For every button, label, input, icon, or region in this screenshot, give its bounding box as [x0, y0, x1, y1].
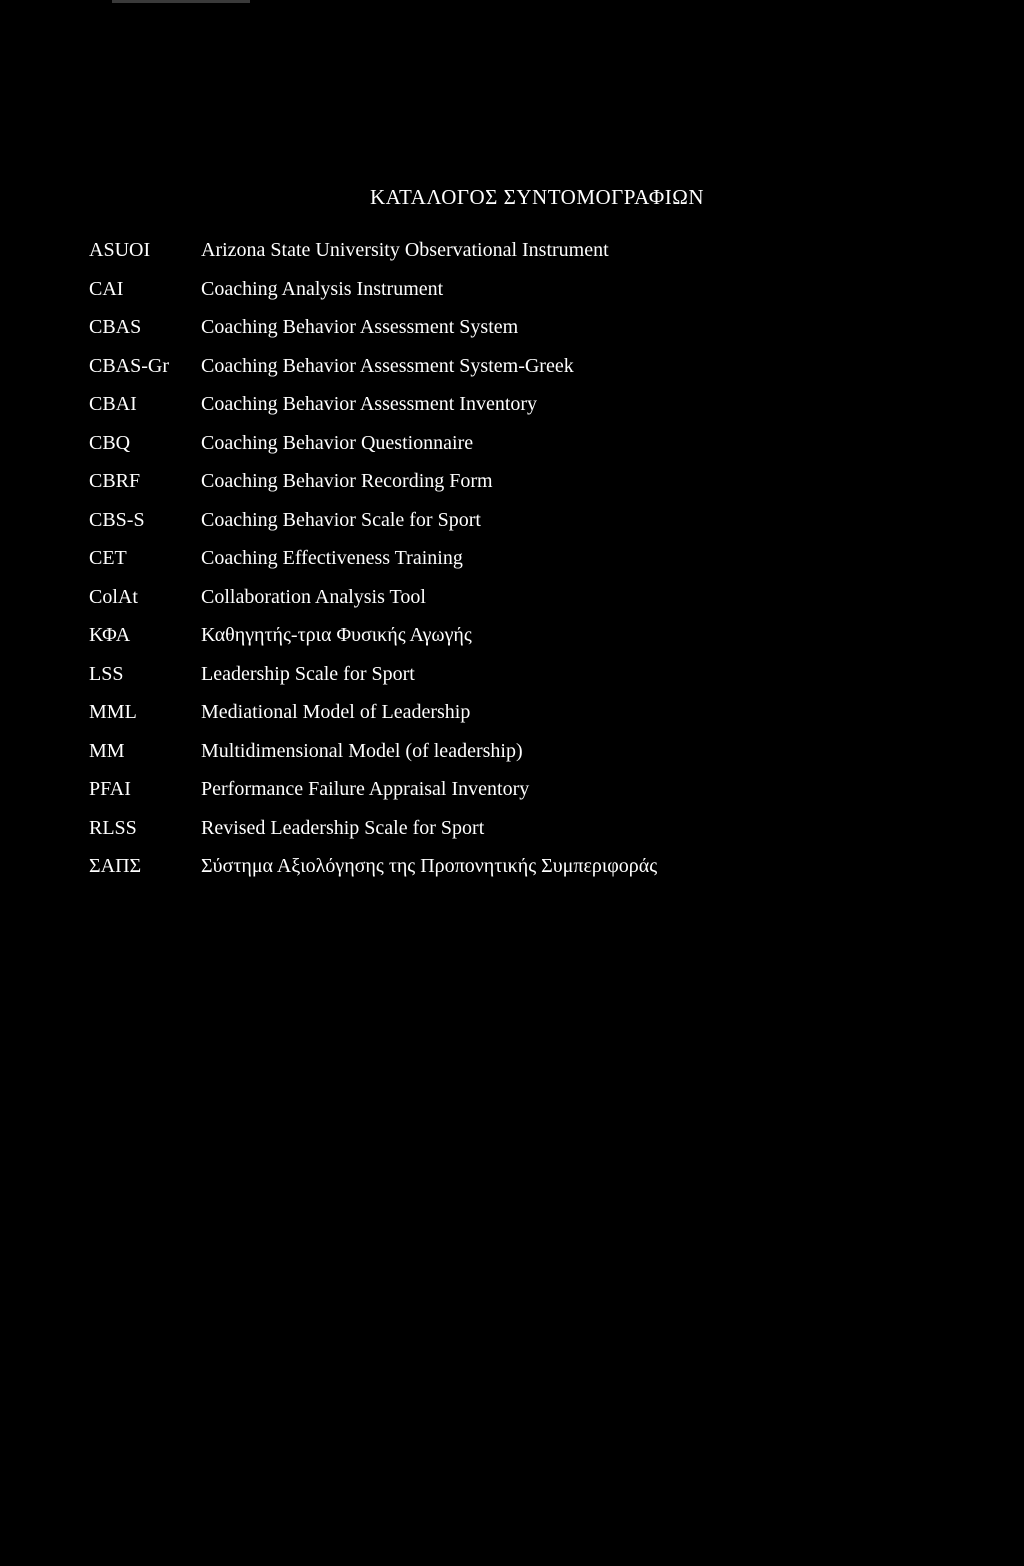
abbreviation-term: MM — [89, 739, 125, 762]
list-item — [0, 658, 1024, 697]
abbreviation-definition: Coaching Behavior Recording Form — [201, 470, 493, 492]
abbreviation-definition: Coaching Behavior Assessment System-Greek — [201, 354, 574, 377]
abbreviation-definition: Καθηγητής-τρια Φυσικής Αγωγής — [201, 624, 472, 646]
list-item — [0, 427, 1024, 466]
abbreviation-definition: Coaching Behavior Questionnaire — [201, 431, 474, 454]
abbreviation-term: CAI — [89, 277, 124, 300]
list-item — [0, 619, 1024, 658]
list-item — [0, 504, 1024, 543]
list-item — [0, 696, 1024, 735]
abbreviation-definition: Coaching Behavior Assessment System — [201, 316, 519, 338]
abbreviation-term: CBRF — [89, 470, 141, 492]
abbreviation-definition: Coaching Analysis Instrument — [201, 277, 444, 300]
list-item — [0, 542, 1024, 581]
abbreviation-term: PFAI — [89, 778, 131, 800]
page-title: ΚΑΤΑΛΟΓΟΣ ΣΥΝΤΟΜΟΓΡΑΦΙΩΝ — [370, 185, 704, 209]
abbreviation-definition: Multidimensional Model (of leadership) — [201, 739, 523, 762]
abbreviation-term: MML — [89, 701, 137, 723]
list-item — [0, 388, 1024, 427]
abbreviation-definition: Revised Leadership Scale for Sport — [201, 816, 485, 839]
list-item — [0, 273, 1024, 312]
abbreviation-definition: Σύστημα Αξιολόγησης της Προπονητικής Συμπεριφοράς — [201, 855, 658, 877]
list-item — [0, 812, 1024, 851]
abbreviation-definition: Collaboration Analysis Tool — [201, 585, 426, 608]
abbreviation-term: CBAS-Gr — [89, 354, 170, 377]
list-item — [0, 350, 1024, 389]
list-item — [0, 311, 1024, 350]
abbreviation-term: CET — [89, 547, 127, 569]
abbreviation-term: CBAI — [89, 393, 137, 415]
list-item — [0, 773, 1024, 812]
abbreviation-list — [0, 234, 1024, 889]
abbreviation-term: ΚΦΑ — [89, 624, 131, 646]
abbreviation-term: CBS-S — [89, 508, 145, 531]
abbreviation-term: ColAt — [89, 585, 138, 608]
list-item — [0, 234, 1024, 273]
abbreviation-definition: Arizona State University Observational Instrument — [201, 239, 609, 261]
abbreviation-definition: Coaching Behavior Scale for Sport — [201, 508, 481, 531]
abbreviation-term: ASUOI — [89, 239, 151, 261]
abbreviation-definition: Leadership Scale for Sport — [201, 662, 415, 685]
abbreviation-definition: Mediational Model of Leadership — [201, 701, 471, 723]
list-item — [0, 581, 1024, 620]
abbreviation-term: ΣΑΠΣ — [89, 855, 142, 877]
list-item — [0, 465, 1024, 504]
abbreviation-term: CBAS — [89, 316, 142, 338]
list-item — [0, 850, 1024, 889]
abbreviation-term: LSS — [89, 662, 124, 685]
list-item — [0, 735, 1024, 774]
abbreviation-definition: Coaching Effectiveness Training — [201, 547, 463, 569]
abbreviation-term: RLSS — [89, 816, 137, 839]
abbreviation-definition: Performance Failure Appraisal Inventory — [201, 778, 530, 800]
abbreviation-term: CBQ — [89, 431, 131, 454]
scan-edge-artifact — [112, 0, 250, 3]
abbreviation-definition: Coaching Behavior Assessment Inventory — [201, 393, 538, 415]
